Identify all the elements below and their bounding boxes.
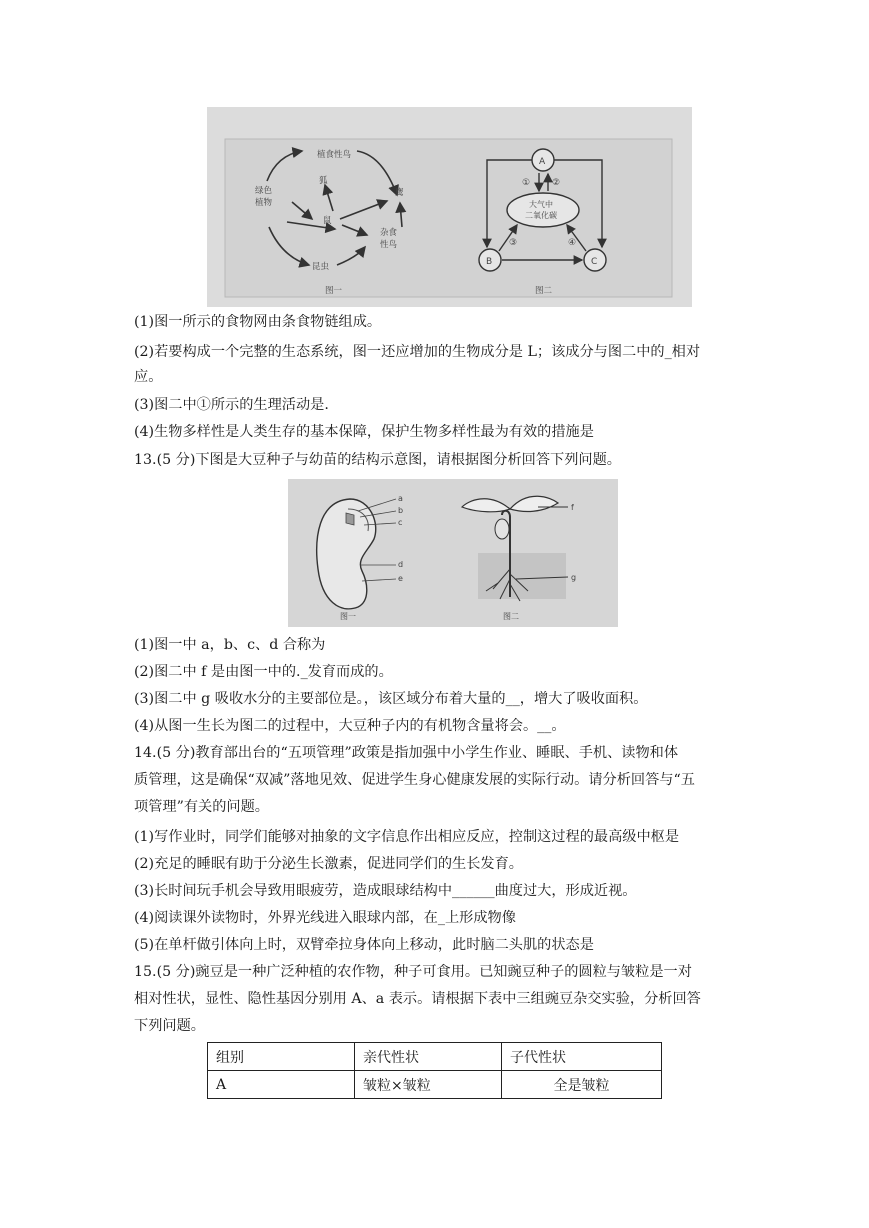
seed-embryo (346, 513, 354, 525)
fig2-co2-2: 二氧化碳 (525, 211, 557, 220)
table-cell-group: A (208, 1071, 355, 1099)
fig1-omni-bird-1: 杂食 (380, 228, 398, 238)
q15-line-2: 相对性状，显性、隐性基因分别用 A、a 表示。请根据下表中三组豌豆杂交实验，分析回答 (134, 991, 701, 1007)
q14-line-6: (3)长时间玩手机会导致用眼疲劳，造成眼球结构中______曲度过大，形成近视。 (134, 883, 637, 899)
q14-line-5: (2)充足的睡眠有助于分泌生长激素，促进同学们的生长发育。 (134, 856, 523, 872)
seedling-leaf-left (462, 499, 510, 512)
table-header-parent: 亲代性状 (355, 1043, 502, 1071)
fig1-plant-1: 绿色 (255, 186, 273, 196)
q13-line-1: (1)图一中 a，b、c、d 合称为 (134, 637, 326, 653)
fig2-node-b: B (486, 257, 493, 267)
fig1-mouse: 鼠 (323, 216, 332, 226)
fig1-herb-bird: 植食性鸟 (317, 150, 352, 160)
q13-line-3: (3)图二中 g 吸收水分的主要部位是。，该区域分布着大量的__，增大了吸收面积。 (134, 691, 648, 707)
q12-line-2: (2)若要构成一个完整的生态系统，图一还应增加的生物成分是 L；该成分与图二中的_相对 (134, 344, 701, 360)
q13-title: 13.(5 分)下图是大豆种子与幼苗的结构示意图，请根据图分析回答下列问题。 (134, 452, 621, 468)
figure-soybean-svg (288, 479, 618, 627)
seedling-cotyledon (495, 519, 509, 539)
fig1-hawk: 鹰 (395, 188, 404, 198)
fig2-step-3: ③ (509, 238, 518, 248)
fig1-caption: 图一 (325, 286, 343, 296)
fig2-node-c: C (591, 257, 598, 267)
fig2-co2-1: 大气中 (529, 200, 553, 209)
q15-line-3: 下列问题。 (134, 1018, 205, 1034)
table-header-group: 组别 (208, 1043, 355, 1071)
figure-soybean-seed-seedling (288, 479, 618, 627)
q12-line-5: (4)生物多样性是人类生存的基本保障，保护生物多样性最为有效的措施是 (134, 424, 594, 440)
table-row (208, 1071, 662, 1099)
table-header-row (208, 1043, 662, 1071)
seedling-label-f: f (571, 503, 574, 512)
fig1-plant-2: 植物 (255, 198, 273, 208)
q12-line-3: 应。 (134, 369, 163, 385)
fig1-insect: 昆虫 (312, 262, 330, 272)
seed-label-b: b (398, 506, 404, 515)
q14-line-7: (4)阅读课外读物时，外界光线进入眼球内部，在_上形成物像 (134, 910, 516, 926)
fig2-caption: 图二 (535, 286, 553, 296)
figure-food-web-carbon-cycle (207, 107, 692, 307)
table-cell-offspring: 全是皱粒 (502, 1071, 662, 1099)
q12-line-1: (1)图一所示的食物网由条食物链组成。 (134, 314, 382, 330)
table-cell-parent: 皱粒×皱粒 (355, 1071, 502, 1099)
seed-label-e: e (398, 574, 403, 583)
cross-experiment-table (207, 1042, 662, 1099)
q12-line-4: (3)图二中①所示的生理活动是. (134, 397, 329, 413)
fig2-step-1: ① (522, 178, 531, 188)
seed-label-a: a (398, 494, 403, 503)
q14-line-4: (1)写作业时，同学们能够对抽象的文字信息作出相应反应，控制这过程的最高级中枢是 (134, 829, 680, 845)
q14-line-3: 项管理”有关的问题。 (134, 799, 269, 815)
q14-line-1: 14.(5 分)教育部出台的“五项管理”政策是指加强中小学生作业、睡眠、手机、读物和体 (134, 745, 679, 761)
seed-label-c: c (398, 518, 403, 527)
fig2-step-2: ② (552, 178, 561, 188)
soil (478, 553, 566, 599)
fig1-omni-bird-2: 性鸟 (380, 240, 398, 250)
q15-line-1: 15.(5 分)豌豆是一种广泛种植的农作物，种子可食用。已知豌豆种子的圆粒与皱粒是一对 (134, 964, 692, 980)
q14-line-2: 质管理，这是确保“双减”落地见效、促进学生身心健康发展的实际行动。请分析回答与“五 (134, 772, 695, 788)
seed-caption: 图一 (340, 612, 356, 621)
figure-panel (225, 139, 672, 297)
q14-line-8: (5)在单杆做引体向上时，双臂牵拉身体向上移动，此时脑二头肌的状态是 (134, 937, 594, 953)
table-header-offspring: 子代性状 (502, 1043, 662, 1071)
seedling-caption: 图二 (503, 612, 519, 621)
figure-food-web-carbon-cycle-svg (207, 107, 692, 307)
q13-line-4: (4)从图一生长为图二的过程中，大豆种子内的有机物含量将会。__。 (134, 718, 566, 734)
fig2-node-a: A (539, 157, 546, 167)
seedling-leaf-right (510, 496, 558, 511)
seed-label-d: d (398, 560, 404, 569)
seedling-label-g: g (571, 573, 577, 582)
fig2-step-4: ④ (568, 238, 577, 248)
fig1-fox: 狐 (319, 176, 328, 186)
q13-line-2: (2)图二中 f 是由图一中的._发育而成的。 (134, 664, 393, 680)
